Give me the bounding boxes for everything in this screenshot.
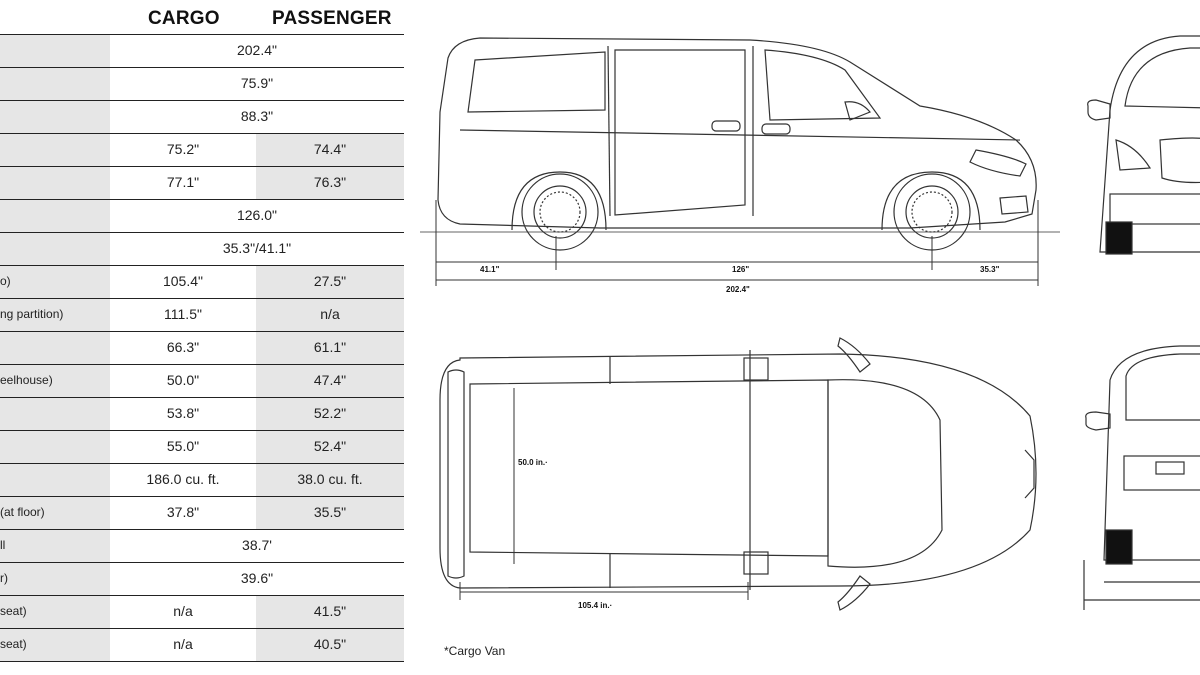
spec-value-shared: 126.0" [110, 200, 404, 232]
footnote: *Cargo Van [444, 644, 506, 658]
spec-row-label [0, 464, 110, 496]
spec-row [0, 35, 404, 68]
spec-value-cargo: 111.5" [164, 306, 202, 322]
spec-rows [0, 34, 404, 662]
spec-row [0, 200, 404, 233]
spec-row-label: o) [0, 266, 110, 298]
spec-value-passenger: 52.2" [256, 398, 404, 430]
spec-row-label [0, 167, 110, 199]
spec-value-passenger: 47.4" [256, 365, 404, 397]
spec-value-cargo: 50.0" [166, 372, 200, 388]
spec-value-passenger: 27.5" [256, 266, 404, 298]
spec-row-label [0, 200, 110, 232]
spec-row-label: eelhouse) [0, 365, 110, 397]
rear-view-van [1084, 346, 1200, 610]
spec-value-passenger: 74.4" [256, 134, 404, 166]
spec-value-shared: 75.9" [110, 68, 404, 100]
front-overhang-label: 41.1" [480, 265, 500, 274]
spec-row [0, 167, 404, 200]
spec-value-passenger: 52.4" [256, 431, 404, 463]
spec-row [0, 596, 404, 629]
spec-value-shared: 88.3" [110, 101, 404, 133]
spec-value-cargo: 77.1" [166, 174, 200, 190]
spec-row [0, 68, 404, 101]
spec-row-label [0, 134, 110, 166]
spec-row-label [0, 332, 110, 364]
spec-row [0, 134, 404, 167]
column-header-passenger: PASSENGER [272, 8, 392, 29]
spec-row [0, 365, 404, 398]
spec-value-shared: 38.7' [110, 530, 404, 562]
side-view-van [420, 38, 1060, 250]
spec-row-label [0, 35, 110, 67]
cargo-length-label: 105.4 in.· [578, 601, 613, 610]
wheelbase-label: 126" [732, 265, 750, 274]
spec-value-cargo: n/a [173, 636, 193, 652]
spec-value-passenger: 61.1" [256, 332, 404, 364]
spec-row-label: (at floor) [0, 497, 110, 529]
spec-row-label [0, 398, 110, 430]
spec-row [0, 431, 404, 464]
spec-row [0, 299, 404, 332]
spec-row [0, 629, 404, 662]
spec-row [0, 398, 404, 431]
spec-row [0, 332, 404, 365]
spec-value-shared: 39.6" [110, 563, 404, 595]
spec-value-passenger: 41.5" [256, 596, 404, 628]
spec-value-passenger: 38.0 cu. ft. [256, 464, 404, 496]
spec-value-cargo: n/a [173, 603, 193, 619]
column-header-cargo: CARGO [148, 8, 220, 29]
spec-value-cargo: 66.3" [166, 339, 200, 355]
front-view-van [1088, 36, 1200, 254]
spec-value-cargo: 37.8" [166, 504, 200, 520]
spec-row [0, 464, 404, 497]
spec-row-label: seat) [0, 596, 110, 628]
van-dimension-drawings [420, 0, 1200, 675]
spec-row-label [0, 101, 110, 133]
spec-value-cargo: 53.8" [166, 405, 200, 421]
spec-value-cargo: 55.0" [166, 438, 200, 454]
spec-value-passenger: 35.5" [256, 497, 404, 529]
spec-row-label [0, 431, 110, 463]
spec-value-passenger: 40.5" [256, 629, 404, 661]
spec-row-label: seat) [0, 629, 110, 661]
spec-value-passenger: n/a [256, 299, 404, 331]
spec-row [0, 530, 404, 563]
spec-row-label: ng partition) [0, 299, 110, 331]
top-dimension-lines [460, 388, 748, 600]
spec-value-shared: 35.3"/41.1" [110, 233, 404, 265]
spec-row [0, 101, 404, 134]
spec-value-cargo: 105.4" [162, 273, 203, 289]
spec-row [0, 563, 404, 596]
spec-value-passenger: 76.3" [256, 167, 404, 199]
spec-row [0, 266, 404, 299]
spec-row-label: ll [0, 530, 110, 562]
top-view-van [440, 338, 1036, 610]
spec-value-cargo: 186.0 cu. ft. [146, 471, 220, 487]
spec-row-label [0, 68, 110, 100]
spec-row-label [0, 233, 110, 265]
spec-value-shared: 202.4" [110, 35, 404, 67]
overall-length-label: 202.4" [726, 285, 750, 294]
spec-row [0, 233, 404, 266]
spec-value-cargo: 75.2" [166, 141, 200, 157]
spec-row-label: r) [0, 563, 110, 595]
cargo-width-label: 50.0 in.· [518, 458, 548, 467]
rear-overhang-label: 35.3" [980, 265, 1000, 274]
spec-row [0, 497, 404, 530]
